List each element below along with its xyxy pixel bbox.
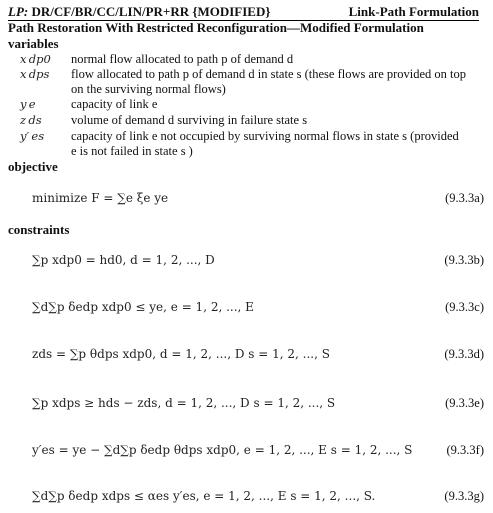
variable-description: volume of demand d surviving in failure state s [71,113,308,127]
constraint-equation [0,251,493,269]
formulation-type: Link-Path Formulation [348,4,479,19]
variable-symbol: x dps [20,67,50,81]
equation-number: (9.3.3c) [445,300,484,314]
constraint-equation [0,487,493,505]
equation-expression: ∑d∑p δedp xdps ≤ αes y′es, e = 1, 2, ..., E s = 1, 2, ..., S. [32,489,376,503]
formulation-code [8,5,270,19]
constraints-heading: constraints [8,222,70,237]
formulation-header [8,5,479,21]
equation-expression: y′es = ye − ∑d∑p δedp θdps xdp0, e = 1, 2, ..., E s = 1, 2, ..., S [32,443,413,457]
equation-number: (9.3.3b) [444,253,484,267]
lp-prefix: LP: [8,4,29,19]
equation-expression: ∑p xdps ≥ hds − zds, d = 1, 2, ..., D s = 1, 2, ..., S [32,396,336,410]
equation-expression: ∑p xdp0 = hd0, d = 1, 2, ..., D [32,253,215,267]
variable-description: capacity of link e [71,97,158,111]
variable-symbol: y′ es [20,129,45,143]
equation-number: (9.3.3d) [444,347,484,361]
objective-equation [0,189,493,207]
equation-expression: zds = ∑p θdps xdp0, d = 1, 2, ..., D s = 1, 2, ..., S [32,347,330,361]
equation-number: (9.3.3g) [444,489,484,503]
equation-number: (9.3.3e) [445,396,484,410]
formulation-title: Path Restoration With Restricted Reconfiguration—Modified Formulation [8,20,424,35]
variable-description: flow allocated to path p of demand d in state s (these flows are provided on top [71,67,467,81]
variables-heading: variables [8,36,59,51]
variable-description: normal flow allocated to path p of demand d [71,52,294,66]
constraint-equation [0,298,493,316]
variable-description: capacity of link e not occupied by surviving normal flows in state s (provided [71,129,459,143]
constraint-equation [0,394,493,412]
formulation-code-text: DR/CF/BR/CC/LIN/PR+RR {MODIFIED} [31,4,271,19]
variable-symbol: z ds [20,113,42,127]
constraint-equation [0,345,493,363]
equation-number: (9.3.3f) [446,443,484,457]
equation-expression: ∑d∑p δedp xdp0 ≤ ye, e = 1, 2, ..., E [32,300,254,314]
variable-description: on the surviving normal flows) [71,82,226,96]
constraint-equation [0,441,493,459]
variable-symbol: y e [20,97,36,111]
variable-symbol: x dp0 [20,52,51,66]
variable-description: e is not failed in state s ) [71,144,193,158]
equation-number: (9.3.3a) [445,191,484,205]
objective-heading: objective [8,159,58,174]
equation-expression: minimize F = ∑e ξe ye [32,191,169,205]
